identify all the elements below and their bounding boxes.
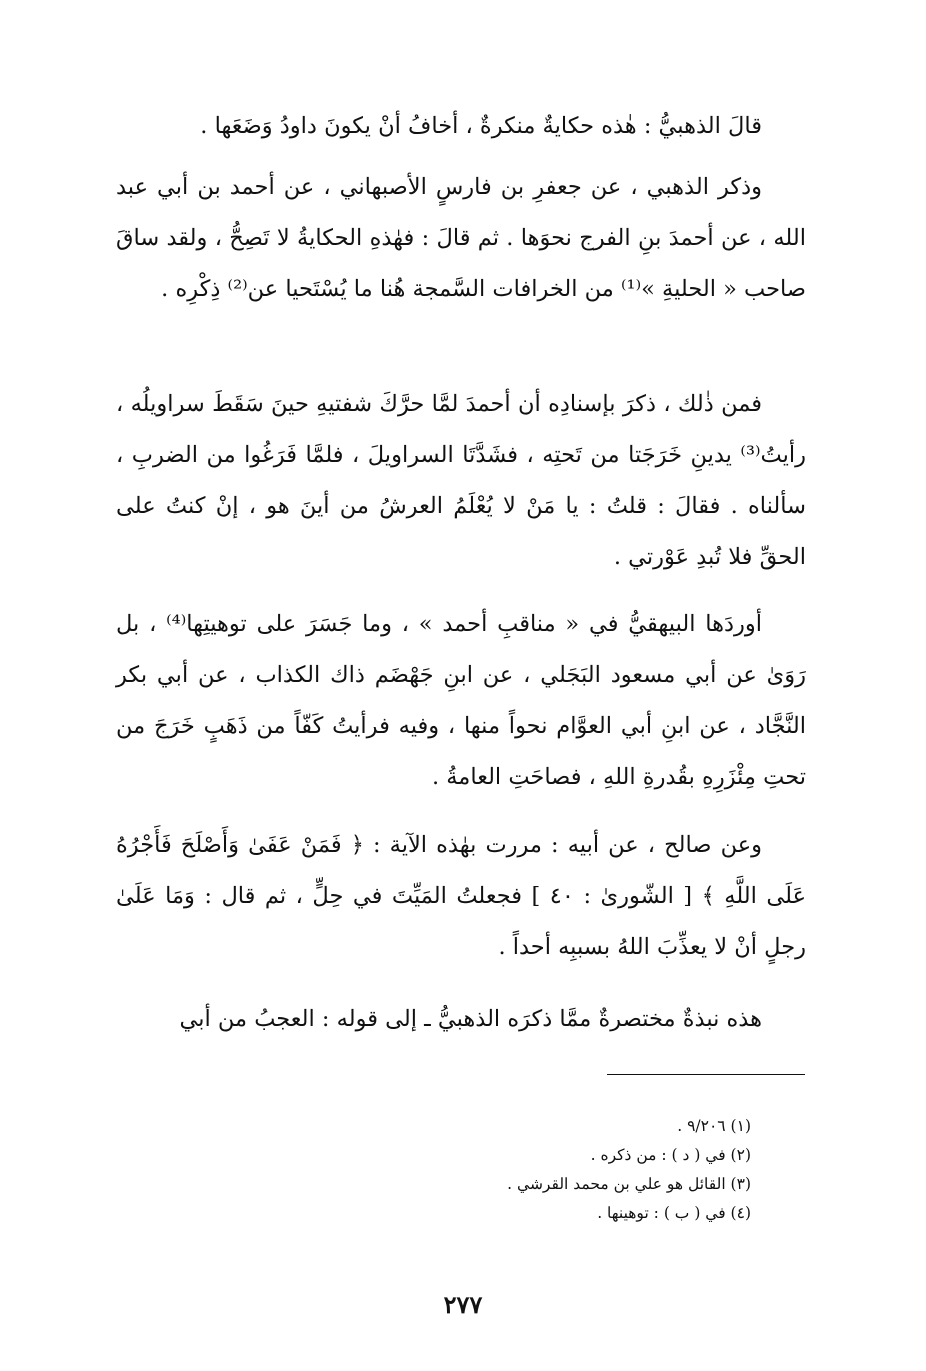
- footnote-separator: [607, 1074, 805, 1075]
- footnote-2: (٢) في ( د ) : من ذكره .: [590, 1146, 751, 1164]
- paragraph-3: فمن ذٰلك ، ذكرَ بإسنادِه أن أحمدَ لمَّا حرَّكَ شفتيهِ حينَ سَقَطَ سراويلُه ، رأيتُ⁽³⁾ يدينِ خَرَجَتا من تَحتِه ، فشَدَّتَا السراويلَ ، فلمَّا فَرَغُوا من الضربِ ، سألناه . فقالَ : قلتُ : يا مَنْ لا يُعْلَمُ العرشُ من أينَ هو ، إنْ كنتُ على الحقِّ فلا تُبدِ عَوْرتي .: [116, 391, 806, 570]
- paragraph-6: هذه نبذةٌ مختصرةٌ ممَّا ذكرَه الذهبيُّ ـ إلى قوله : العجبُ من أبي: [179, 1006, 762, 1032]
- paragraph-2: وذكر الذهبي ، عن جعفرِ بن فارسٍ الأصبهاني ، عن أحمد بن أبي عبد الله ، عن أحمدَ بنِ الفرج نحوَها . ثم قالَ : فهٰذهِ الحكايةُ لا تَصِحُّ ، ولقد ساقَ صاحب « الحليةِ »⁽¹⁾ من الخرافات السَّمجة هُنا ما يُسْتَحيا عن⁽²⁾ ذِكْرِه .: [116, 174, 806, 302]
- footnote-1: (١) ٩/٢٠٦ .: [677, 1117, 751, 1135]
- page-number: ٢٧٧: [443, 1290, 483, 1319]
- paragraph-5: وعن صالح ، عن أبيه : مررت بهٰذه الآية : ﴿ فَمَنْ عَفَىٰ وَأَصْلَحَ فَأَجْرُهُ عَلَى اللَّهِ ﴾ [ الشّورىٰ : ٤٠ ] فجعلتُ المَيِّتَ في حِلٍّ ، ثم قال : وَمَا عَلَىٰ رجلٍ أنْ لا يعذِّبَ اللهُ بسببِه أحداً .: [116, 832, 806, 960]
- footnotes-list: [191, 1112, 751, 1228]
- footnote-3: (٣) القائل هو علي بن محمد القرشي .: [507, 1175, 751, 1193]
- paragraph-4: أوردَها البيهقيُّ في « مناقبِ أحمد » ، وما جَسَرَ على توهيتِها⁽⁴⁾ ، بل رَوَىٰ عن أبي مسعود البَجَلي ، عن ابنِ جَهْضَم ذاك الكذاب ، عن أبي بكر النَّجَّاد ، عن ابنِ أبي العوَّام نحواً منها ، وفيه فرأيتُ كَفّاً من ذَهَبٍ خَرَجَ من تحتِ مِئْزَرِهِ بقُدرةِ اللهِ ، فصاحَتِ العامةُ .: [116, 611, 806, 790]
- paragraph-1: قالَ الذهبيُّ : هٰذه حكايةٌ منكرةٌ ، أخافُ أنْ يكونَ داودُ وَضَعَها .: [200, 113, 762, 139]
- footnote-4: (٤) في ( ب ) : توهينها .: [597, 1204, 751, 1222]
